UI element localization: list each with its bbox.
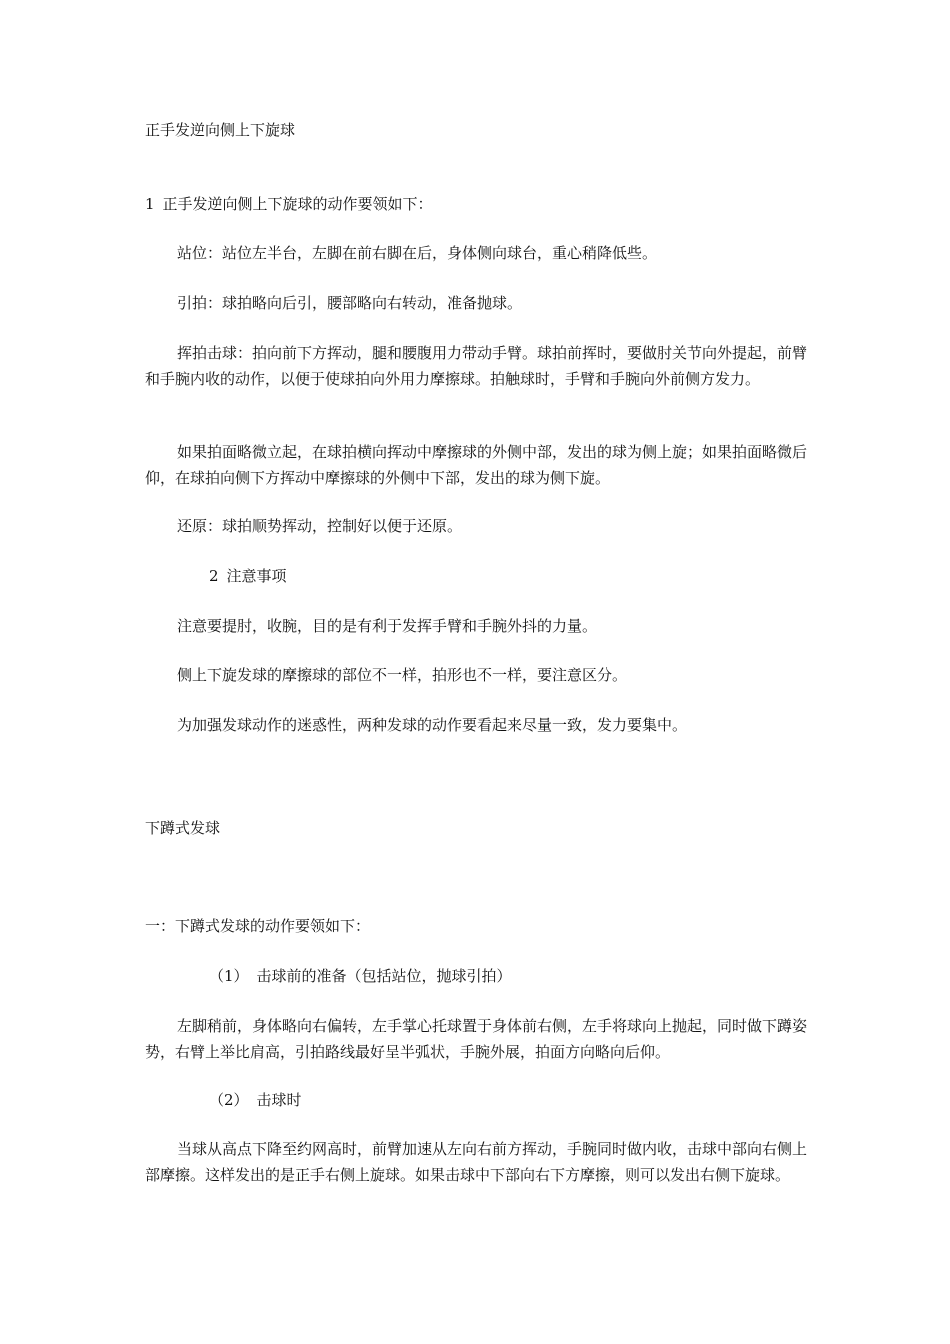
paragraph-swing: 挥拍击球：拍向前下方挥动，腿和腰腹用力带动手臂。球拍前挥时，要做肘关节向外提起，前臂和手腕内收的动作，以便于使球拍向外用力摩擦球。拍触球时，手臂和手腕向外前侧方发力。: [145, 344, 808, 388]
paragraph-stance: 站位：站位左半台，左脚在前右脚在后，身体侧向球台，重心稍降低些。: [177, 244, 658, 262]
notes-title: 注意事项: [226, 567, 287, 585]
step-number: （2）: [209, 1091, 249, 1109]
step-title: 击球时: [256, 1091, 302, 1109]
paragraph-backswing: 引拍：球拍略向后引，腰部略向右转动，准备抛球。: [177, 294, 523, 312]
step-body: 左脚稍前，身体略向右偏转，左手掌心托球置于身体前右侧，左手将球向上抛起，同时做下蹲姿势，右臂上举比肩高，引拍路线最好呈半弧状，手腕外展，拍面方向略向后仰。: [145, 1017, 808, 1061]
section-title: 下蹲式发球: [145, 819, 221, 837]
step-title: 击球前的准备（包括站位，抛球引拍）: [256, 967, 512, 985]
notes-heading: [145, 563, 815, 589]
paragraph-spin-variation: 如果拍面略微立起，在球拍横向挥动中摩擦球的外侧中部，发出的球为侧上旋；如果拍面略微后仰，在球拍向侧下方挥动中摩擦球的外侧中下部，发出的球为侧下旋。: [145, 443, 808, 487]
paragraph-recovery: 还原：球拍顺势挥动，控制好以便于还原。: [177, 517, 463, 535]
section-title: 正手发逆向侧上下旋球: [145, 121, 296, 139]
heading-text: 正手发逆向侧上下旋球的动作要领如下：: [162, 195, 433, 213]
heading-number: 1: [145, 195, 155, 213]
note-item: 为加强发球动作的迷惑性，两种发球的动作要看起来尽量一致，发力要集中。: [177, 716, 688, 734]
note-item: 侧上下旋发球的摩擦球的部位不一样，拍形也不一样，要注意区分。: [177, 666, 628, 684]
step-heading: [145, 963, 815, 989]
section-heading: 一：下蹲式发球的动作要领如下：: [145, 917, 371, 935]
section-heading: [145, 191, 815, 217]
notes-number: 2: [209, 567, 219, 585]
step-number: （1）: [209, 967, 249, 985]
note-item: 注意要提肘，收腕，目的是有利于发挥手臂和手腕外抖的力量。: [177, 617, 598, 635]
step-body: 当球从高点下降至约网高时，前臂加速从左向右前方挥动，手腕同时做内收，击球中部向右侧上部摩擦。这样发出的是正手右侧上旋球。如果击球中下部向右下方摩擦，则可以发出右侧下旋球。: [145, 1140, 808, 1184]
step-heading: [145, 1087, 815, 1113]
